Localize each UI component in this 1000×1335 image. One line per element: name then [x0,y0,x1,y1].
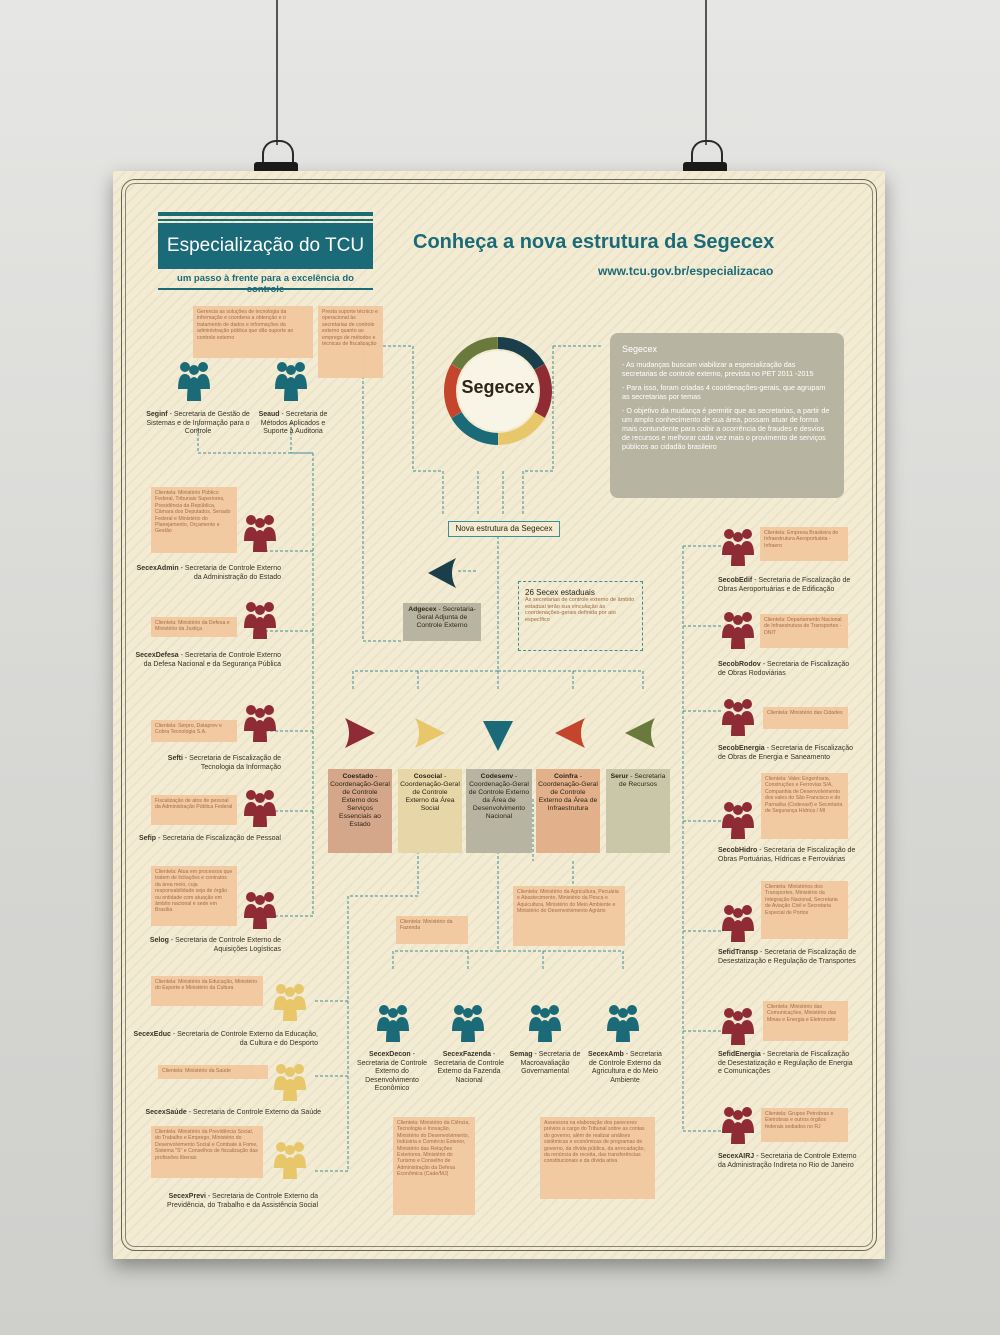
sefip-note: Fiscalização de atos de pessoal da Administração Pública Federal [151,795,237,825]
seginf-label: Seginf - Secretaria de Gestão de Sistemas e de Informação para o Controle [146,411,250,435]
info-box [610,333,844,498]
secexamb-label: SecexAmb - Secretaria de Controle Externo da Agricultura e do Meio Ambiente [588,1051,662,1084]
secexeduc-people-icon [273,983,307,1021]
title-bar [158,212,373,216]
secexeduc-note: Clientela: Ministério da Educação, Ministério do Esporte e Ministério da Cultura [151,976,263,1006]
serur-wedge-icon [623,716,657,750]
secobrodov-label: SecobRodov - Secretaria de Fiscalização de Obras Rodoviárias [718,661,850,677]
secobenergia-people-icon [721,698,755,736]
secobedif-note: Clientela: Empresa Brasileira de Infraestrutura Aeroportuária - Infraero [760,527,848,561]
seaud-people-icon [273,361,309,401]
semag-note: Assessora na elaboração dos pareceres prévios a cargo do Tribunal sobre as contas do governo, além de realizar análises sistêmicas e econômicas de programas de governo, da dívida pública, da arrecadação, da renúncia de receita, das transferências constitucionais e da dívida ativa [540,1117,655,1199]
estaduais-title: 26 Secex estaduais [525,588,595,597]
info-paragraph-3: - O objetivo da mudança é permitir que as secretarias, a partir de um amplo conhecimento de sua área, possam atuar de forma mais contundente para coibir a ocorrência de fraudes e desvios de recursos e melhorar cada vez mais o provimento de serviços públicos ao cidadão brasileiro [622,406,830,451]
seaud-note: Presta suporte técnico e operacional às secretarias de controle externo quanto ao emprego de métodos e técnicas de fiscalização [318,306,383,378]
seginf-people-icon [176,361,212,401]
selog-note: Clientela: Atua em processos que tratem de licitações e contratos da área meio, cuja responsabilidade seja de órgão ou entidade com atuação em âmbito nacional e sede em Brasília [151,866,237,926]
coord-serur: Serur - Secretaria de Recursos [606,769,670,853]
secexsaude-people-icon [273,1063,307,1101]
coord-coinfra: Coinfra - Coordenação-Geral de Controle Externo da Área de Infraestrutura [536,769,600,853]
seaud-label: Seaud - Secretaria de Métodos Aplicados e Suporte à Auditoria [258,411,328,435]
decon-note: Clientela: Ministério da Ciência, Tecnologia e Inovação, Ministério do Desenvolvimento, Indústria e Comércio Exterior, Ministério das Relações Exteriores, Ministério do Turismo e Conselho de Administração da Defesa Econômica (Cade/MJ) [393,1117,475,1215]
info-paragraph-1: - As mudanças buscam viabilizar a especialização das secretarias de controle externo, prevista no PET 2011 -2015 [622,360,814,378]
secobrodov-people-icon [721,611,755,649]
secexdefesa-people-icon [243,601,277,639]
secexadmin-note: Clientela: Ministério Público Federal, Tribunais Superiores, Presidência da República, Câmara dos Deputados, Senado Federal e Ministério do Planejamento, Orçamento e Gestão [151,487,237,553]
secexdecon-people-icon [376,1004,410,1042]
secobhidro-label: SecobHidro - Secretaria de Fiscalização de Obras Portuárias, Hídricas e Ferroviárias [718,847,856,863]
secexamb-people-icon [606,1004,640,1042]
hanging-string-left [276,0,278,145]
estaduais-text: As secretarias de controle externo de âmbito estadual terão sua vinculação às coordenações-gerais definida por ato específico [525,597,635,623]
secobenergia-label: SecobEnergia - Secretaria de Fiscalização de Obras de Energia e Saneamento [718,745,854,761]
hanging-string-right [705,0,707,145]
hub-caption: Nova estrutura da Segecex [448,521,560,537]
poster-subtitle: um passo à frente para a excelência do [177,273,354,284]
sefti-note: Clientela: Serpro, Dataprev e Cobra Tecnologia S.A. [151,720,237,742]
secobenergia-note: Clientela: Ministério das Cidades [763,707,848,729]
secexdefesa-label: SecexDefesa - Secretaria de Controle Externo da Defesa Nacional e da Segurança Pública [135,652,281,668]
info-heading: Segecex [622,344,658,354]
sefti-label: Sefti - Secretaria de Fiscalização de Tecnologia da Informação [167,755,281,771]
agri-note: Clientela: Ministério da Agricultura, Pecuária e Abastecimento, Ministério da Pesca e Aquicultura, Ministério do Meio Ambiente e Ministério do Desenvolvimento Agrário [513,886,625,946]
adgecex-box: Adgecex - Secretaria-Geral Adjunta de Controle Externo [403,603,481,641]
sefidenergia-label: SefidEnergia - Secretaria de Fiscalização de Desestatização e Regulação de Energia e Comunicações [718,1051,853,1075]
secobedif-people-icon [721,528,755,566]
sefti-people-icon [243,704,277,742]
fazenda-note: Clientela: Ministério da Fazenda [396,916,468,944]
hub-title: Segecex [461,377,535,397]
secexairj-note: Clientela: Grupos Petrobras e Eletrobras e outros órgãos federais sediados no RJ [761,1108,848,1142]
coord-coestado: Coestado - Coordenação-Geral de Controle Externo dos Serviços Essenciais ao Estado [328,769,392,853]
secexfazenda-people-icon [451,1004,485,1042]
poster-url[interactable]: www.tcu.gov.br/especializacao [598,264,774,278]
sefidenergia-note: Clientela: Ministério das Comunicações, Ministério das Minas e Energia e Eletronorte [763,1001,848,1041]
secexadmin-label: SecexAdmin - Secretaria de Controle Externo da Administração do Estado [136,565,281,581]
secexadmin-people-icon [243,514,277,552]
secexdefesa-note: Clientela: Ministério da Defesa e Ministério da Justiça [151,617,237,637]
semag-label: Semag - Secretaria de Macroavaliação Governamental [509,1051,581,1075]
poster-headline: Conheça a nova estrutura da Segecex [413,231,775,253]
secexfazenda-label: SecexFazenda - Secretaria de Controle Externo da Fazenda Nacional [433,1051,505,1084]
sefidtransp-people-icon [721,904,755,942]
secexairj-people-icon [721,1106,755,1144]
sefidenergia-people-icon [721,1007,755,1045]
selog-people-icon [243,891,277,929]
sefidtransp-label: SefidTransp - Secretaria de Fiscalização de Desestatização e Regulação de Transportes [718,949,857,965]
secexdecon-label: SecexDecon - Secretaria de Controle Externo do Desenvolvimento Econômico [356,1051,428,1092]
secexairj-label: SecexAIRJ - Secretaria de Controle Externo da Administração Indireta no Rio de Janeiro [718,1153,857,1169]
estaduais-box [518,581,643,651]
secexeduc-label: SecexEduc - Secretaria de Controle Externo da Educação, da Cultura e do Desporto [133,1031,318,1047]
secobedif-label: SecobEdif - Secretaria de Fiscalização de Obras Aeroportuárias e de Edificação [718,577,851,593]
secexprevi-note: Clientela: Ministério da Previdência Social, do Trabalho e Emprego, Ministério do Desenvolvimento Social e Combate à Fome, Sistema "S" e Conselhos de fiscalização das profissões liberais [151,1126,263,1178]
selog-label: Selog - Secretaria de Controle Externo de Aquisições Logísticas [149,937,281,953]
coord-codesenv: Codesenv - Coordenação-Geral de Controle Externo da Área de Desenvolvimento Nacional [466,769,532,853]
sefip-label: Sefip - Secretaria de Fiscalização de Pessoal [138,835,281,842]
coinfra-wedge-icon [553,716,587,750]
secobhidro-people-icon [721,801,755,839]
poster [113,171,885,1259]
coestado-wedge-icon [343,716,377,750]
secobrodov-note: Clientela: Departamento Nacional de Infraestrutura de Transportes - DNIT [760,614,848,648]
semag-people-icon [528,1004,562,1042]
secexsaude-note: Clientela: Ministério da Saúde [158,1065,268,1079]
sefip-people-icon [243,789,277,827]
sefidtransp-note: Clientela: Ministérios dos Transportes, Ministério da Integração Nacional, Secretaria de Aviação Civil e Secretaria Especial de Portos [761,881,848,939]
info-paragraph-2: - Para isso, foram criadas 4 coordenações-gerais, que agrupam as secretarias por temas [622,383,826,401]
secexprevi-people-icon [273,1141,307,1179]
cosocial-wedge-icon [413,716,447,750]
secexsaude-label: SecexSaúde - Secretaria de Controle Externo da Saúde [145,1109,321,1116]
secobhidro-note: Clientela: Valec Engenharia, Construções e Ferrovias S/A, Companhia de Desenvolvimento dos vales do São Francisco e do Parnaíba (Codevasf) e Secretaria de Segurança Hídrica / MI [761,773,848,839]
coord-cosocial: Cosocial - Coordenação-Geral de Controle Externo da Área Social [398,769,462,853]
poster-title: Especialização do TCU [158,223,373,269]
adgecex-wedge-icon [426,556,460,590]
codesenv-wedge-icon [481,719,515,753]
seginf-note: Gerencia as soluções de tecnologia da informação e coordena a obtenção e o tratamento de dados e informações da administração pública que dão suporte ao controle externo [193,306,313,358]
secexprevi-label: SecexPrevi - Secretaria de Controle Externo da Previdência, do Trabalho e da Assistência Social [167,1193,318,1209]
